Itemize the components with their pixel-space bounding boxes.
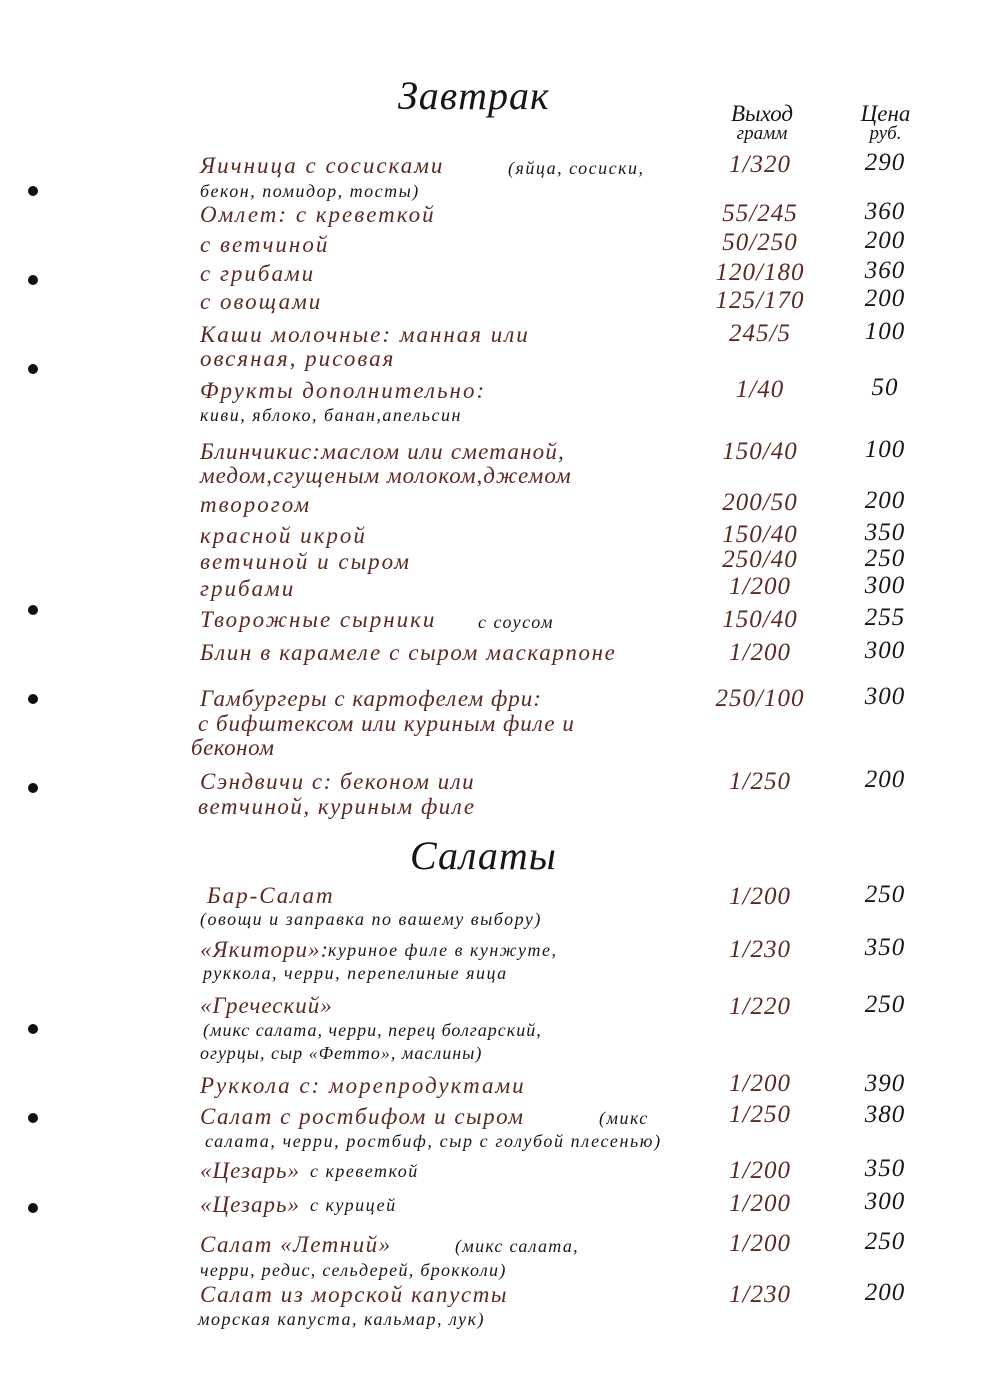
menu-item-name-line2: с бифштексом или куриным филе и — [198, 711, 575, 736]
binder-hole-dot — [28, 364, 38, 374]
menu-item-price: 350 — [864, 1155, 906, 1182]
menu-item-price: 250 — [864, 1228, 906, 1255]
menu-item-name-line2: овсяная, рисовая — [200, 346, 396, 371]
menu-item-name: Яичница с сосисками — [200, 153, 445, 178]
menu-item-price: 200 — [864, 285, 906, 312]
menu-item-price: 300 — [864, 1188, 906, 1215]
menu-item-weight: 1/200 — [729, 1230, 791, 1257]
menu-item-weight: 1/40 — [735, 376, 785, 403]
menu-item-name: «Цезарь» — [200, 1192, 300, 1217]
menu-item-price: 200 — [864, 227, 906, 254]
menu-item-weight: 150/40 — [722, 438, 798, 465]
menu-item-price: 250 — [864, 991, 906, 1018]
menu-item-weight: 200/50 — [722, 489, 798, 516]
menu-item-description: (микс — [599, 1108, 649, 1128]
menu-item-description: (микс салата, черри, перец болгарский, — [203, 1020, 542, 1040]
menu-item-description: киви, яблоко, банан,апельсин — [200, 405, 462, 425]
menu-item-name: Бар-Салат — [207, 883, 335, 908]
price-header — [838, 101, 933, 144]
weight-header — [712, 101, 812, 144]
menu-item-name: Салат «Летний» — [200, 1232, 392, 1257]
menu-item-description: куриное филе в кунжуте, — [328, 940, 558, 960]
menu-item-price: 300 — [864, 637, 906, 664]
binder-hole-dot — [28, 605, 38, 615]
menu-item-weight: 1/250 — [729, 1101, 791, 1128]
menu-item-price: 390 — [864, 1070, 906, 1097]
menu-item-weight: 250/40 — [722, 546, 798, 573]
menu-item-price: 200 — [864, 1279, 906, 1306]
menu-item-name: творогом — [200, 492, 312, 517]
menu-item-weight: 1/200 — [729, 1070, 791, 1097]
menu-item-name-line2: медом,сгущеным молоком,джемом — [200, 463, 572, 488]
menu-item-price: 250 — [864, 545, 906, 572]
menu-item-weight: 1/200 — [729, 883, 791, 910]
menu-item-description: (яйца, сосиски, — [508, 158, 645, 178]
menu-item-description: морская капуста, кальмар, лук) — [198, 1309, 485, 1329]
menu-item-price: 360 — [864, 198, 906, 225]
menu-item-name: Каши молочные: манная или — [200, 322, 530, 347]
menu-item-name: с овощами — [200, 289, 323, 314]
menu-item-name: «Греческий» — [200, 993, 333, 1018]
weight-unit-label: грамм — [736, 123, 788, 144]
menu-item-name: Салат из морской капусты — [200, 1282, 509, 1307]
menu-item-name: Блин в карамеле с сыром маскарпоне — [200, 640, 617, 665]
menu-item-weight: 150/40 — [722, 521, 798, 548]
menu-item-weight: 1/250 — [729, 768, 791, 795]
section-title-salads: Салаты — [410, 833, 557, 878]
menu-item-price: 250 — [864, 881, 906, 908]
menu-item-name: Сэндвичи с: беконом или — [200, 769, 476, 794]
menu-item-weight: 125/170 — [715, 287, 805, 314]
menu-item-price: 100 — [864, 436, 906, 463]
menu-item-description: с соусом — [478, 612, 555, 632]
menu-item-price: 200 — [864, 487, 906, 514]
binder-hole-dot — [28, 783, 38, 793]
binder-hole-dot — [28, 1203, 38, 1213]
menu-item-price: 350 — [864, 934, 906, 961]
menu-item-name-line2: ветчиной, куриным филе — [198, 794, 476, 819]
menu-item-description: с курицей — [310, 1195, 397, 1215]
menu-item-weight: 1/320 — [729, 151, 791, 178]
menu-item-name: «Цезарь» — [200, 1158, 300, 1183]
menu-item-weight: 1/200 — [729, 1190, 791, 1217]
menu-item-weight: 55/245 — [722, 200, 798, 227]
menu-item-description: бекон, помидор, тосты) — [200, 181, 420, 201]
menu-item-name-line3: беконом — [191, 735, 275, 760]
weight-header-label: Выход — [730, 101, 794, 126]
menu-item-price: 300 — [864, 683, 906, 710]
menu-item-weight: 1/230 — [729, 1281, 791, 1308]
menu-item-description: салата, черри, ростбиф, сыр с голубой плесенью) — [205, 1131, 662, 1151]
price-unit-label: руб. — [869, 123, 902, 144]
binder-hole-dot — [28, 1024, 38, 1034]
menu-item-price: 290 — [864, 149, 906, 176]
menu-item-weight: 245/5 — [729, 320, 791, 347]
menu-item-description: (микс салата, — [455, 1236, 579, 1256]
menu-item-weight: 150/40 — [722, 606, 798, 633]
section-title-breakfast: Завтрак — [398, 73, 550, 118]
menu-item-name: Блинчикис:маслом или сметаной, — [200, 439, 565, 464]
menu-item-name: Творожные сырники — [200, 607, 437, 632]
menu-item-name: Фрукты дополнительно: — [200, 378, 487, 403]
menu-item-weight: 1/200 — [729, 573, 791, 600]
menu-item-price: 380 — [864, 1101, 906, 1128]
menu-item-price: 100 — [864, 318, 906, 345]
menu-item-name: с грибами — [200, 261, 316, 286]
menu-item-description: (овощи и заправка по вашему выбору) — [200, 909, 542, 929]
menu-item-weight: 250/100 — [715, 685, 805, 712]
menu-item-weight: 1/200 — [729, 639, 791, 666]
menu-item-price: 200 — [864, 766, 906, 793]
menu-item-description: с креветкой — [310, 1161, 419, 1181]
menu-item-name: с ветчиной — [200, 232, 330, 257]
menu-item-name: грибами — [200, 576, 296, 601]
menu-item-price: 300 — [864, 572, 906, 599]
menu-item-price: 255 — [864, 604, 906, 631]
menu-item-name: красной икрой — [200, 523, 367, 548]
menu-item-name: Руккола с: морепродуктами — [200, 1073, 526, 1098]
menu-item-name: Омлет: с креветкой — [200, 202, 436, 227]
menu-item-weight: 1/220 — [729, 993, 791, 1020]
menu-item-description: огурцы, сыр «Фетто», маслины) — [200, 1043, 483, 1063]
menu-item-price: 50 — [871, 374, 899, 401]
menu-item-weight: 120/180 — [715, 259, 805, 286]
binder-hole-dot — [28, 275, 38, 285]
menu-item-description: черри, редис, сельдерей, брокколи) — [200, 1260, 507, 1280]
menu-item-weight: 1/230 — [729, 936, 791, 963]
binder-hole-dot — [28, 1113, 38, 1123]
menu-item-description: руккола, черри, перепелиные яица — [203, 963, 508, 983]
binder-hole-dot — [28, 186, 38, 196]
menu-item-name: ветчиной и сыром — [200, 549, 411, 574]
binder-hole-dot — [28, 694, 38, 704]
price-header-label: Цена — [860, 101, 911, 126]
menu-item-name: Салат с ростбифом и сыром — [200, 1104, 525, 1129]
menu-item-weight: 1/200 — [729, 1157, 791, 1184]
menu-item-price: 360 — [864, 257, 906, 284]
menu-item-name: Гамбургеры с картофелем фри: — [200, 686, 542, 711]
menu-item-weight: 50/250 — [722, 229, 798, 256]
menu-item-price: 350 — [864, 519, 906, 546]
menu-item-name: «Якитори»: — [200, 937, 330, 962]
